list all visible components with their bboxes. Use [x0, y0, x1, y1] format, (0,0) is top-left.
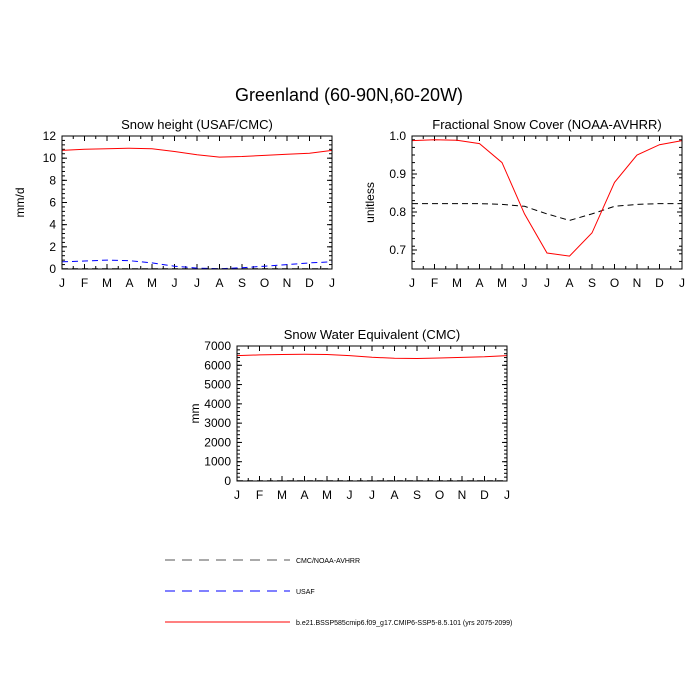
y-tick-label: 6	[49, 195, 56, 210]
y-tick-label: 0.7	[389, 243, 406, 257]
x-tick-label: J	[679, 276, 685, 290]
x-tick-label: F	[430, 276, 439, 290]
y-tick-label: 2	[49, 239, 56, 254]
legend-label: b.e21.BSSP585cmip6.f09_g17.CMIP6-SSP5-8.5.101 (yrs 2075-2099)	[296, 620, 513, 627]
x-tick-label: J	[409, 276, 415, 290]
legend	[165, 558, 512, 627]
x-tick-label: J	[329, 276, 335, 290]
x-tick-label: A	[125, 276, 134, 290]
x-tick-label: A	[475, 276, 484, 290]
x-tick-label: A	[300, 488, 309, 502]
x-tick-label: S	[237, 276, 247, 290]
x-tick-label: J	[504, 488, 510, 502]
panel-title: Snow height (USAF/CMC)	[121, 117, 273, 132]
x-tick-label: D	[305, 276, 314, 290]
y-tick-label: 6000	[204, 358, 231, 373]
panel-title: Fractional Snow Cover (NOAA-AVHRR)	[432, 117, 662, 132]
x-tick-label: M	[497, 276, 507, 290]
x-tick-label: J	[346, 488, 353, 502]
y-tick-label: 7000	[204, 339, 231, 353]
y-tick-label: 4000	[204, 396, 231, 411]
legend-label: USAF	[296, 589, 315, 596]
x-tick-label: A	[565, 276, 574, 290]
x-tick-label: S	[412, 488, 422, 502]
x-tick-label: M	[452, 276, 462, 290]
x-tick-label: O	[434, 488, 445, 502]
plot-frame	[412, 136, 682, 269]
y-tick-label: 8	[49, 173, 56, 188]
y-tick-label: 0	[49, 262, 56, 276]
y-tick-label: 12	[42, 129, 56, 143]
x-tick-label: F	[80, 276, 89, 290]
series-line-2	[62, 148, 332, 157]
x-tick-label: A	[390, 488, 399, 502]
legend-label: CMC/NOAA-AVHRR	[296, 558, 361, 565]
y-tick-label: 1000	[204, 454, 231, 469]
x-tick-label: O	[609, 276, 620, 290]
x-tick-label: O	[259, 276, 270, 290]
y-tick-label: 0	[224, 474, 231, 488]
series-line-1	[412, 140, 682, 256]
plot-frame	[62, 136, 332, 269]
x-tick-label: M	[102, 276, 112, 290]
panel-snow-water-equivalent	[188, 327, 510, 502]
x-tick-label: D	[655, 276, 664, 290]
y-tick-label: 4	[49, 217, 56, 232]
panel-title: Snow Water Equivalent (CMC)	[283, 327, 461, 342]
x-tick-label: J	[194, 276, 200, 290]
x-tick-label: M	[147, 276, 157, 290]
x-tick-label: J	[521, 276, 528, 290]
x-tick-label: J	[59, 276, 65, 290]
x-tick-label: N	[457, 488, 467, 502]
x-tick-label: J	[171, 276, 178, 290]
y-tick-label: 0.8	[389, 205, 406, 219]
y-axis-label: mm	[188, 403, 202, 424]
x-tick-label: A	[215, 276, 224, 290]
x-tick-label: J	[544, 276, 550, 290]
panel-fractional-snow-cover	[363, 117, 685, 290]
x-tick-label: J	[369, 488, 375, 502]
y-tick-label: 5000	[204, 377, 231, 392]
plot-frame	[237, 346, 507, 481]
y-axis-label: unitless	[363, 182, 377, 223]
x-tick-label: S	[587, 276, 597, 290]
x-tick-label: M	[322, 488, 332, 502]
series-line-0	[412, 204, 682, 221]
x-tick-label: N	[632, 276, 642, 290]
x-tick-label: M	[277, 488, 287, 502]
panel-snow-height	[13, 117, 335, 290]
y-tick-label: 3000	[204, 416, 231, 431]
y-tick-label: 1.0	[389, 129, 406, 143]
x-tick-label: J	[234, 488, 240, 502]
figure-title: Greenland (60-90N,60-20W)	[234, 85, 464, 105]
y-tick-label: 10	[42, 151, 56, 166]
y-tick-label: 2000	[204, 435, 231, 450]
x-tick-label: N	[282, 276, 292, 290]
x-tick-label: F	[255, 488, 264, 502]
y-axis-label: mm/d	[13, 187, 27, 218]
x-tick-label: D	[480, 488, 489, 502]
series-line-1	[237, 354, 507, 358]
y-tick-label: 0.9	[389, 167, 406, 181]
